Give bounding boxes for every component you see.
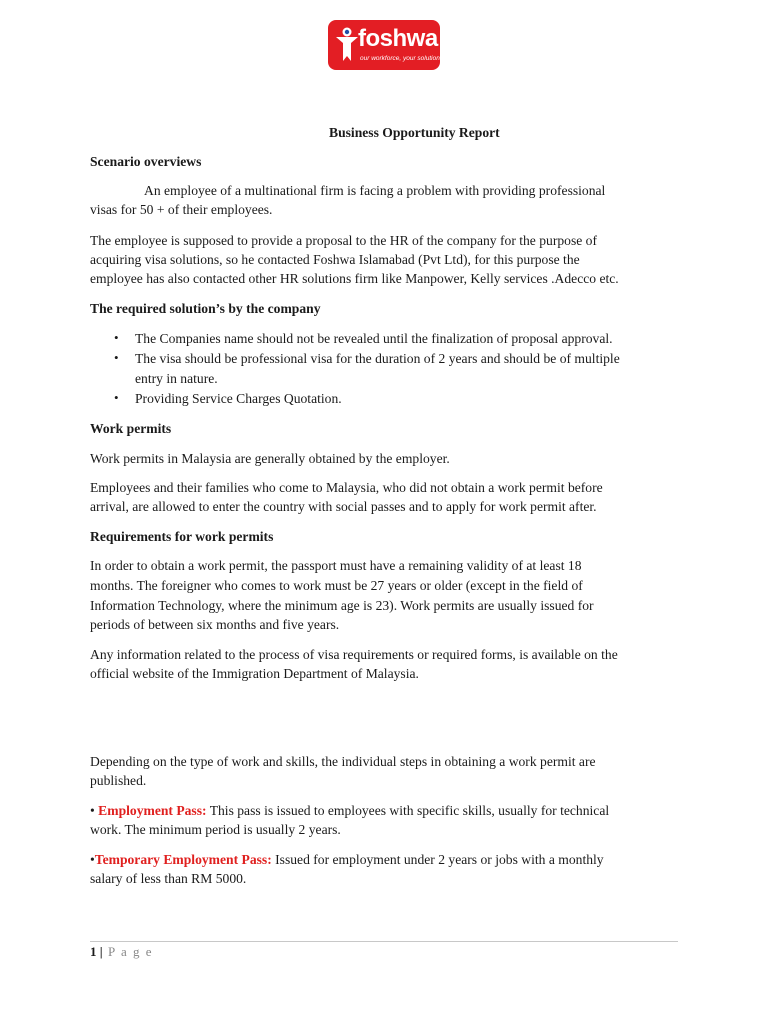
requirements-paragraph-1: In order to obtain a work permit, the passport must have a remaining validity of at least 18 <box>90 558 582 573</box>
temporary-employment-pass-text: Issued for employment under 2 years or jobs with a monthly <box>271 852 604 867</box>
logo-tagline: our workforce, your solution <box>360 55 440 62</box>
bullet-icon: • <box>90 852 95 867</box>
employment-pass-item <box>90 801 609 820</box>
depending-paragraph: published. <box>90 773 147 788</box>
work-permits-heading: Work permits <box>90 421 172 436</box>
employment-pass-text: This pass is issued to employees with specific skills, usually for technical <box>206 803 610 818</box>
requirements-paragraph-2: official website of the Immigration Department of Malaysia. <box>90 666 419 681</box>
work-permits-paragraph-2: Employees and their families who come to Malaysia, who did not obtain a work permit before <box>90 480 603 495</box>
required-bullet-item: The visa should be professional visa for the duration of 2 years and should be of multiple <box>135 351 620 366</box>
logo-wordmark: foshwa <box>358 25 438 52</box>
temporary-employment-pass-text: salary of less than RM 5000. <box>90 871 247 886</box>
depending-paragraph: Depending on the type of work and skills, the individual steps in obtaining a work permit are <box>90 754 596 769</box>
temporary-employment-pass-label: Temporary Employment Pass: <box>94 852 272 867</box>
scenario-paragraph-2: acquiring visa solutions, so he contacted Foshwa Islamabad (Pvt Ltd), for this purpose the <box>90 252 580 267</box>
scenario-paragraph-2: The employee is supposed to provide a proposal to the HR of the company for the purpose of <box>90 233 598 248</box>
work-permits-paragraph-2: arrival, are allowed to enter the country with social passes and to apply for work permit after. <box>90 499 597 514</box>
employment-pass-text: work. The minimum period is usually 2 years. <box>90 822 341 837</box>
person-figure-icon <box>334 26 360 64</box>
bullet-icon: • <box>114 330 119 345</box>
requirements-heading: Requirements for work permits <box>90 529 274 544</box>
required-bullet-item: Providing Service Charges Quotation. <box>135 391 342 406</box>
required-bullet-item: entry in nature. <box>135 371 218 386</box>
employment-pass-label: Employment Pass: <box>98 803 207 818</box>
footer-divider <box>90 941 678 942</box>
page-number: 1 | <box>90 944 103 959</box>
page-label: P a g e <box>108 944 154 959</box>
document-title: Business Opportunity Report <box>329 125 500 140</box>
requirements-paragraph-1: months. The foreigner who comes to work must be 27 years or older (except in the field of <box>90 578 583 593</box>
required-bullet-item: The Companies name should not be revealed until the finalization of proposal approval. <box>135 331 613 346</box>
bullet-icon: • <box>90 803 95 818</box>
temporary-employment-pass-item <box>90 850 604 869</box>
scenario-heading: Scenario overviews <box>90 154 202 169</box>
work-permits-paragraph-1: Work permits in Malaysia are generally obtained by the employer. <box>90 451 450 466</box>
scenario-paragraph-1: An employee of a multinational firm is facing a problem with providing professional <box>144 183 606 198</box>
scenario-paragraph-2: employee has also contacted other HR solutions firm like Manpower, Kelly services .Adecco etc. <box>90 271 619 286</box>
required-heading: The required solution’s by the company <box>90 301 321 316</box>
requirements-paragraph-1: Information Technology, where the minimum age is 23). Work permits are usually issued for <box>90 598 594 613</box>
requirements-paragraph-1: periods of between six months and five years. <box>90 617 340 632</box>
scenario-paragraph-1: visas for 50 + of their employees. <box>90 202 273 217</box>
requirements-paragraph-2: Any information related to the process of visa requirements or required forms, is available on the <box>90 647 618 662</box>
bullet-icon: • <box>114 350 119 365</box>
foshwa-logo <box>328 20 440 70</box>
bullet-icon: • <box>114 390 119 405</box>
